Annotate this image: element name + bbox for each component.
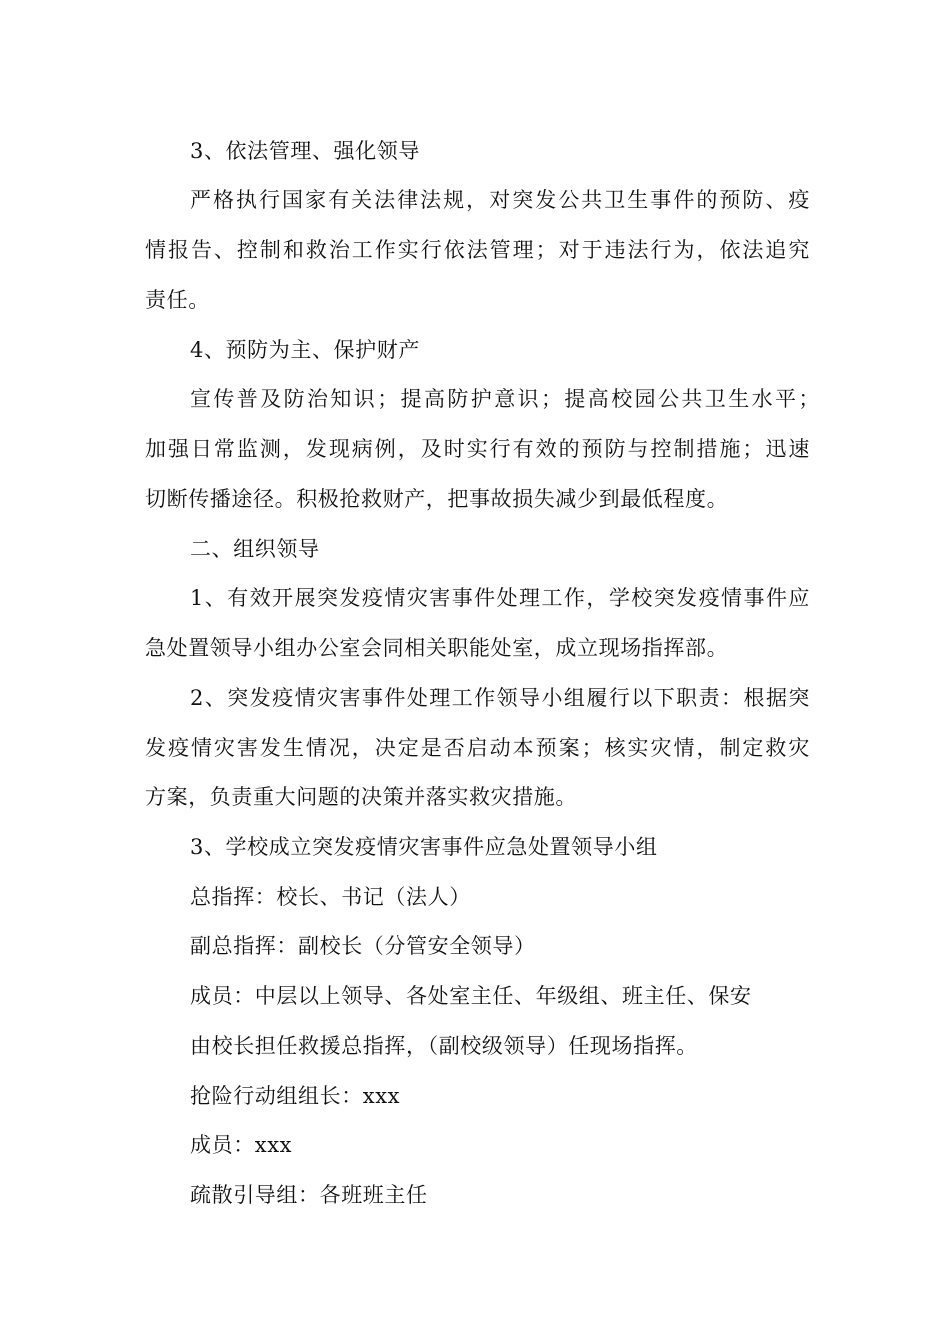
paragraph-line: 加强日常监测，发现病例，及时实行有效的预防与控制措施；迅速 [145,437,810,461]
list-line: 成员：中层以上领导、各处室主任、年级组、班主任、保安 [190,984,752,1008]
heading-rule-of-law: 3、依法管理、强化领导 [190,139,420,163]
list-line: 由校长担任救援总指挥，（副校级领导）任现场指挥。 [190,1034,698,1058]
paragraph-line: 方案，负责重大问题的决策并落实救灾措施。 [145,785,577,809]
paragraph-line: 情报告、控制和救治工作实行依法管理；对于违法行为，依法追究 [145,238,810,262]
heading-leadership-group: 3、学校成立突发疫情灾害事件应急处置领导小组 [190,835,658,859]
paragraph-line: 1、有效开展突发疫情灾害事件处理工作，学校突发疫情事件应 [190,586,810,610]
paragraph-line: 2、突发疫情灾害事件处理工作领导小组履行以下职责：根据突 [190,686,810,710]
heading-prevention: 4、预防为主、保护财产 [190,338,420,362]
paragraph-line: 发疫情灾害发生情况，决定是否启动本预案；核实灾情，制定救灾 [145,736,810,760]
paragraph-line: 责任。 [145,288,210,312]
list-line: 成员：xxx [190,1133,293,1157]
list-line: 总指挥：校长、书记（法人） [190,885,471,909]
paragraph-line: 急处置领导小组办公室会同相关职能处室，成立现场指挥部。 [145,636,729,660]
list-line: 副总指挥：副校长（分管安全领导） [190,934,536,958]
heading-organization: 二、组织领导 [190,537,320,561]
paragraph-line: 严格执行国家有关法律法规，对突发公共卫生事件的预防、疫 [190,188,810,212]
list-line: 疏散引导组：各班班主任 [190,1183,428,1207]
paragraph-line: 切断传播途径。积极抢救财产，把事故损失减少到最低程度。 [145,487,729,511]
paragraph-line: 宣传普及防治知识；提高防护意识；提高校园公共卫生水平； [190,387,820,411]
list-line: 抢险行动组组长：xxx [190,1084,401,1108]
